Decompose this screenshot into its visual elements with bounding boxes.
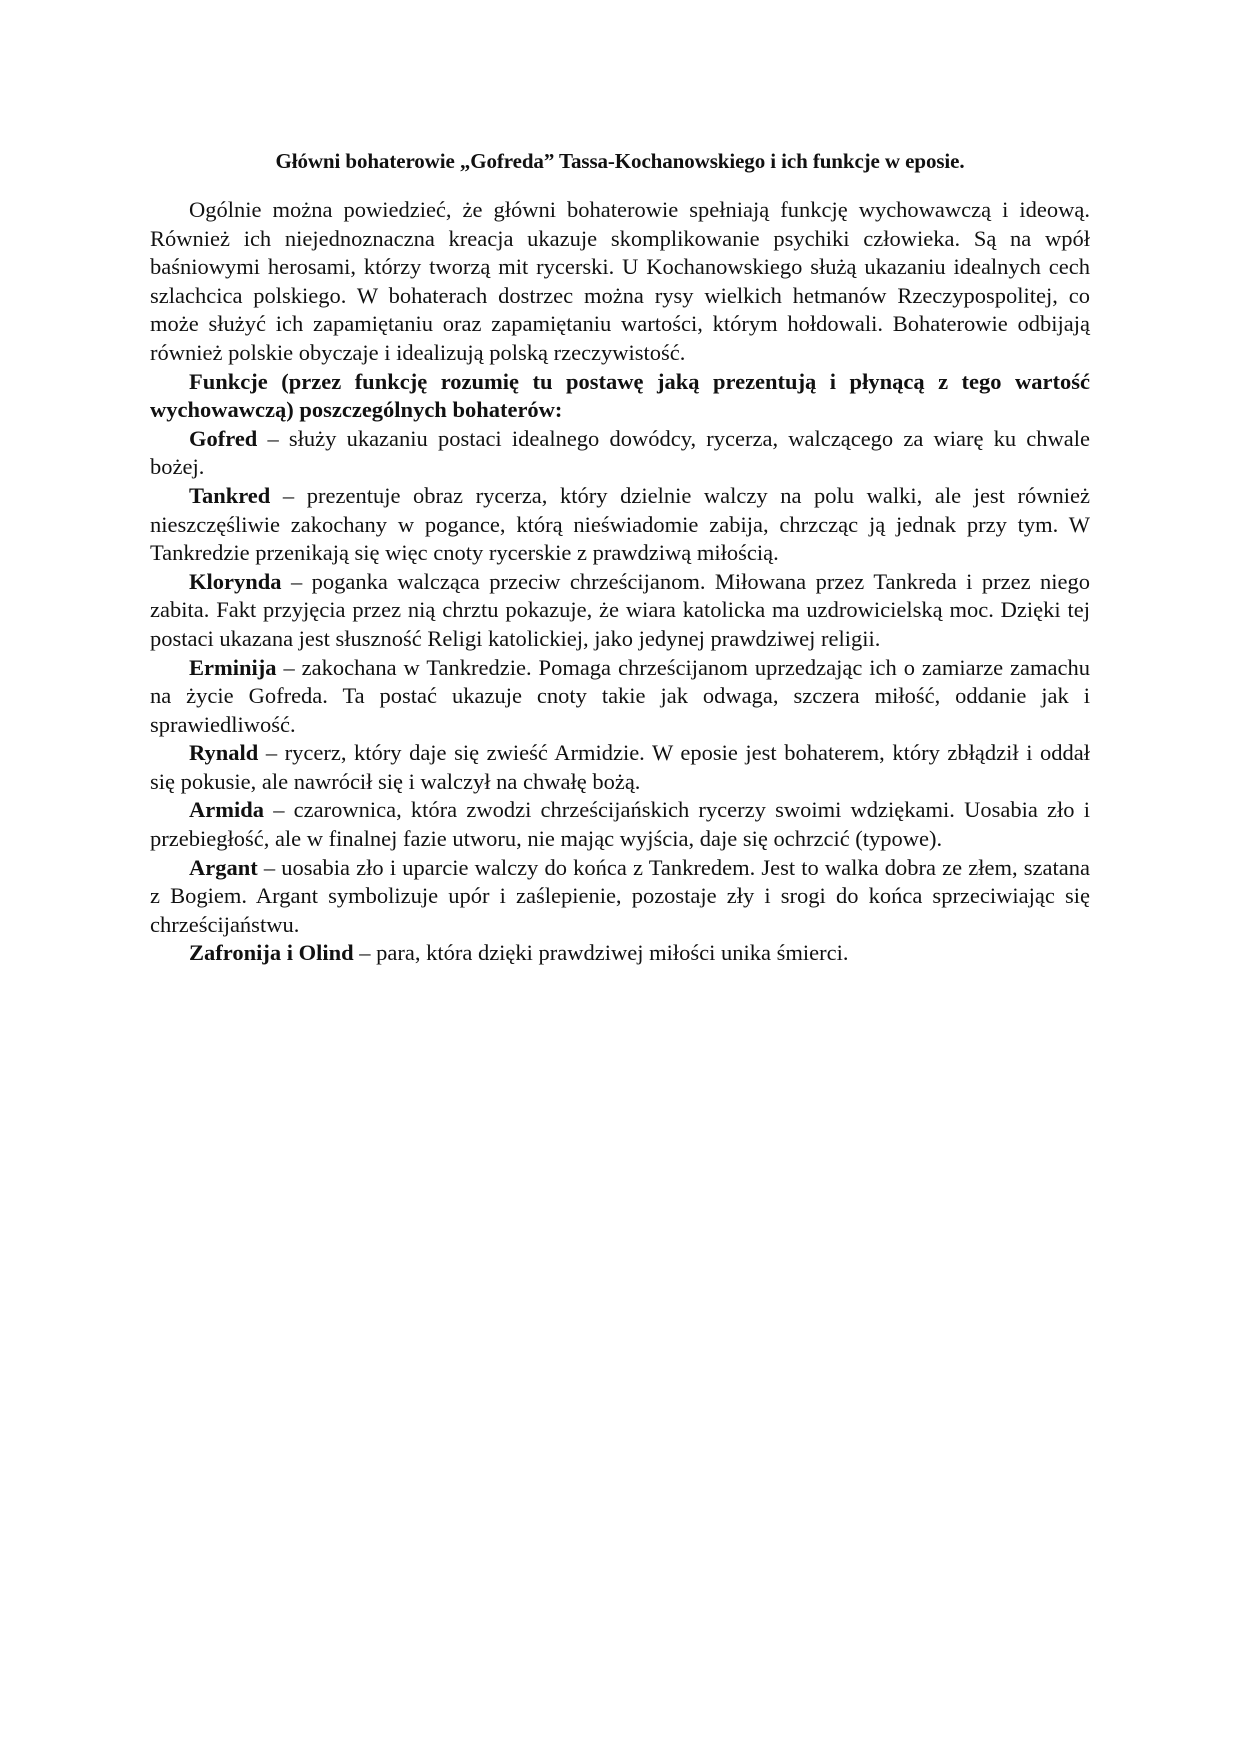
character-description: – para, która dzięki prawdziwej miłości unika śmierci. <box>353 940 849 966</box>
character-name: Argant <box>189 854 258 880</box>
character-description: – prezentuje obraz rycerza, który dzielnie walczy na polu walki, ale jest również nieszczęśliwie zakochany w pogance, którą nieświadomie zabija, chrzcząc ją jednak przy tym. W Tankredzie przenikają się więc cnoty rycerskie z prawdziwą miłością. <box>150 482 1090 566</box>
character-description: – uosabia zło i uparcie walczy do końca z Tankredem. Jest to walka dobra ze złem, szatana z Bogiem. Argant symbolizuje upór i zaślepienie, pozostaje zły i srogi do końca sprzeciwiając się chrześcijaństwu. <box>150 854 1090 937</box>
character-name: Rynald <box>189 740 259 766</box>
character-zafronija-olind <box>150 939 1090 968</box>
character-name: Erminija <box>189 654 277 680</box>
character-description: – służy ukazaniu postaci idealnego dowódcy, rycerza, walczącego za wiarę ku chwale bożej. <box>150 425 1090 480</box>
character-gofred <box>150 425 1090 482</box>
document-page <box>150 146 1090 968</box>
character-description: – poganka walcząca przeciw chrześcijanom. Miłowana przez Tankreda i przez niego zabita. Fakt przyjęcia przez nią chrztu pokazuje, że wiara katolicka ma uzdrowicielską moc. Dzięki tej postaci ukazana jest słuszność Religi katolickiej, jako jedynej prawdziwej religii. <box>150 568 1090 651</box>
character-name: Klorynda <box>189 568 282 594</box>
character-klorynda <box>150 568 1090 654</box>
character-description: – zakochana w Tankredzie. Pomaga chrześcijanom uprzedzając ich o zamiarze zamachu na życie Gofreda. Ta postać ukazuje cnoty takie jak odwaga, szczera miłość, oddanie jak i sprawiedliwość. <box>150 654 1090 737</box>
character-description: – rycerz, który daje się zwieść Armidzie. W eposie jest bohaterem, który zbłądził i oddał się pokusie, ale nawrócił się i walczył na chwałę bożą. <box>150 740 1090 794</box>
character-name: Armida <box>189 797 264 823</box>
character-name: Tankred <box>189 482 271 508</box>
functions-heading: Funkcje (przez funkcję rozumię tu postawę jaką prezentują i płynącą z tego wartość wychowawczą) poszczególnych bohaterów: <box>150 368 1090 423</box>
character-tankred <box>150 482 1090 568</box>
character-armida <box>150 796 1090 853</box>
character-rynald <box>150 739 1090 796</box>
document-title: Główni bohaterowie „Gofreda” Tassa-Kochanowskiego i ich funkcje w eposie. <box>275 149 965 173</box>
character-name: Gofred <box>189 425 258 451</box>
character-argant <box>150 854 1090 940</box>
character-erminija <box>150 654 1090 740</box>
character-description: – czarownica, która zwodzi chrześcijańskich rycerzy swoimi wdziękami. Uosabia zło i przebiegłość, ale w finalnej fazie utworu, nie mając wyjścia, daje się ochrzcić (typowe). <box>150 797 1090 852</box>
intro-paragraph: Ogólnie można powiedzieć, że główni bohaterowie spełniają funkcję wychowawczą i ideową. Również ich niejednoznaczna kreacja ukazuje skomplikowanie psychiki człowieka. Są na wpół baśniowymi herosami, którzy tworzą mit rycerski. U Kochanowskiego służą ukazaniu idealnych cech szlachcica polskiego. W bohaterach dostrzec można rysy wielkich hetmanów Rzeczypospolitej, co może służyć ich zapamiętaniu oraz zapamiętaniu wartości, którym hołdowali. Bohaterowie odbijają również polskie obyczaje i idealizują polską rzeczywistość. <box>150 197 1090 365</box>
character-name: Zafronija i Olind <box>189 940 354 966</box>
